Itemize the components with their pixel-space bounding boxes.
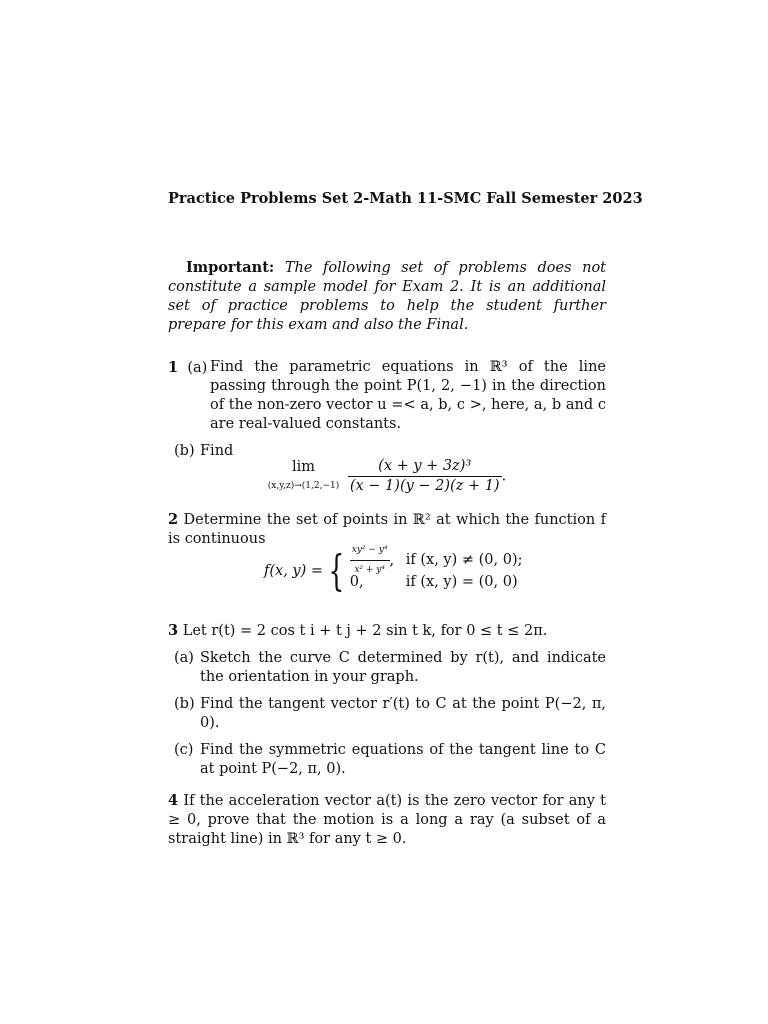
problem-number: 4 [168, 792, 179, 809]
piecewise-function [264, 544, 606, 595]
problem-2 [168, 510, 606, 593]
important-lead: Important: [186, 259, 275, 276]
part-label: (b) [174, 443, 195, 459]
important-body: The following set of problems does not constitute a sample model for Exam 2. It is an additional set of practice problems to help the student further prepare for this exam and also the Final. [168, 260, 607, 333]
document-title: Practice Problems Set 2-Math 11-SMC Fall Semester 2023 [168, 190, 643, 207]
part-label: (a) [187, 360, 208, 376]
problem-3 [168, 621, 606, 779]
case1-denominator: x² + y⁴ [354, 564, 385, 575]
problem-2-text: Determine the set of points in ℝ² at which the function f is continuous [168, 512, 606, 547]
problem-4 [168, 791, 606, 849]
limit-period: . [501, 468, 507, 485]
part-label: (c) [174, 742, 194, 758]
part-label: (b) [174, 696, 195, 712]
limit-expression [168, 457, 606, 496]
case1-numerator: xy² − y⁴ [350, 541, 390, 561]
limit-denominator: (x − 1)(y − 2)(z + 1) [349, 478, 500, 494]
problem-1a-text: Find the parametric equations in ℝ³ of the line passing through the point P(1, 2, −1) in the direction of the non-zero vector u =< a, b, c >, here, a, b and c are real-valued constants. [210, 359, 606, 432]
problem-3c-text: Find the symmetric equations of the tangent line to C at point P(−2, π, 0). [200, 742, 606, 777]
function-lhs: f(x, y) = [264, 562, 324, 579]
problem-number: 3 [168, 622, 179, 639]
problem-1 [168, 358, 606, 496]
problem-1b-text: Find [200, 443, 234, 459]
problem-number: 2 [168, 511, 179, 528]
case2-condition: if (x, y) = (0, 0) [405, 573, 518, 590]
case1-comma: , [389, 552, 395, 568]
problem-4-text: If the acceleration vector a(t) is the zero vector for any t ≥ 0, prove that the motion is a long a ray (a subset of a straight line) in ℝ³ for any t ≥ 0. [168, 793, 606, 847]
limit-numerator: (x + y + 3z)³ [348, 457, 502, 477]
brace-glyph: { [328, 546, 345, 595]
case2-value: 0, [349, 573, 364, 590]
limit-subscript: (x,y,z)→(1,2,−1) [267, 480, 340, 491]
limit-word: lim [292, 458, 316, 475]
problem-3a-text: Sketch the curve C determined by r(t), and indicate the orientation in your graph. [200, 650, 606, 685]
part-label: (a) [174, 650, 194, 666]
problem-3-intro: Let r(t) = 2 cos t i + t j + 2 sin t k, for 0 ≤ t ≤ 2π. [182, 623, 548, 639]
case1-condition: if (x, y) ≠ (0, 0); [405, 551, 523, 568]
important-note [168, 258, 606, 335]
problem-3b-text: Find the tangent vector r′(t) to C at the point P(−2, π, 0). [200, 696, 606, 731]
problem-number: 1 [168, 359, 179, 376]
